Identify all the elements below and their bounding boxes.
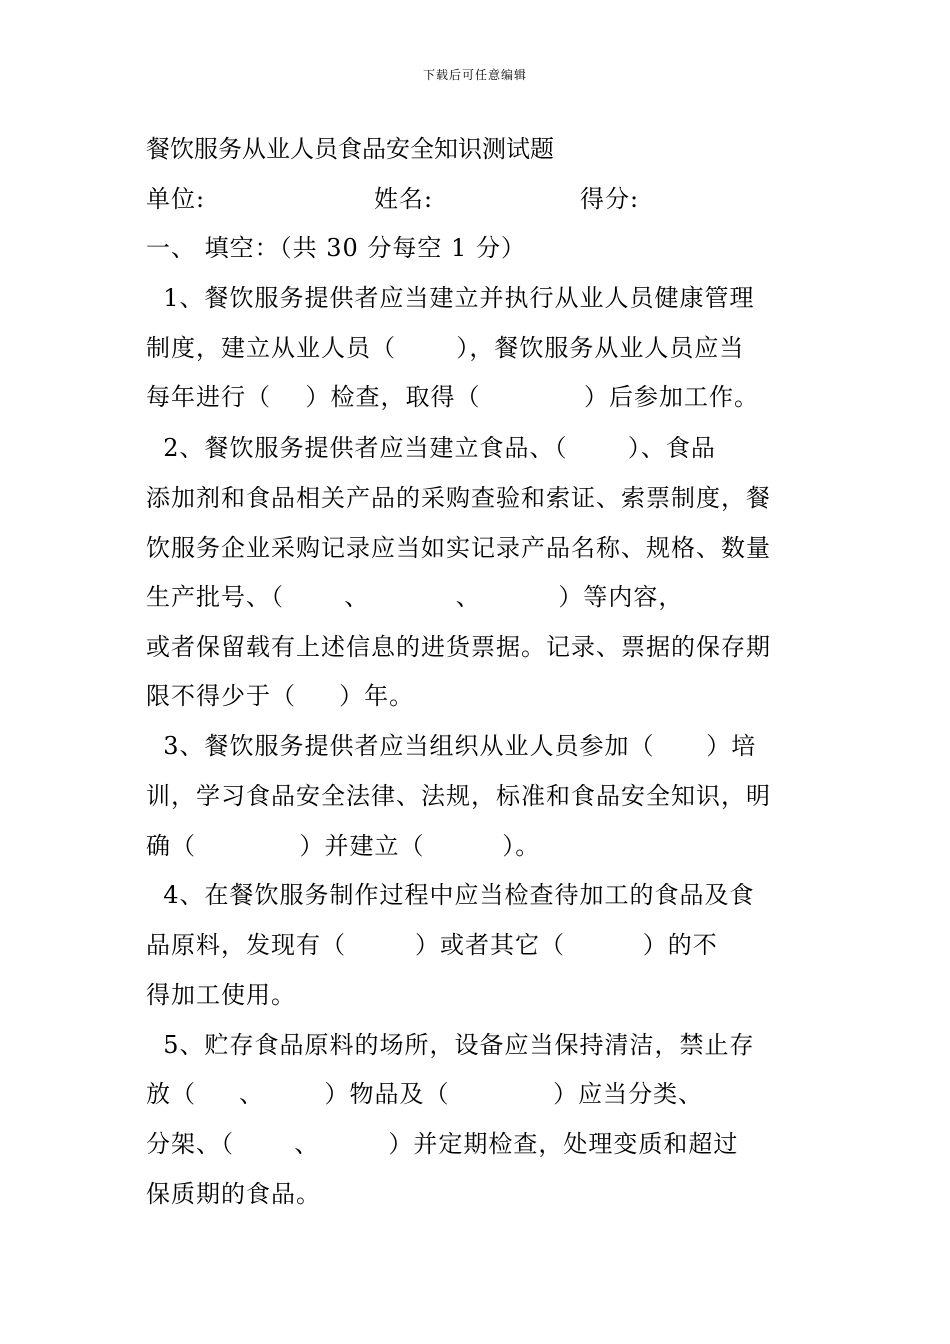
question-line: 4、在餐饮服务制作过程中应当检查待加工的食品及食 [146,881,755,909]
question-line: 每年进行（ ）检查，取得（ ）后参加工作。 [146,383,760,411]
score-label: 得分: [580,185,640,213]
question-line: 添加剂和食品相关产品的采购查验和索证、索票制度，餐 [146,484,771,512]
question-line: 1、餐饮服务提供者应当建立并执行从业人员健康管理 [146,284,755,312]
question-line: 3、餐饮服务提供者应当组织从业人员参加（ ）培 [146,732,757,760]
question-line: 5、贮存食品原料的场所，设备应当保持清洁，禁止存 [146,1031,755,1059]
question-line: 生产批号、（ 、 、 ）等内容， [146,583,684,611]
question-line: 制度，建立从业人员（ ），餐饮服务从业人员应当 [146,334,745,362]
question-line: 训，学习食品安全法律、法规，标准和食品安全知识，明 [146,782,771,810]
question-line: 保质期的食品。 [146,1180,321,1208]
question-line: 确（ ）并建立（ ）。 [146,832,541,860]
question-line: 或者保留载有上述信息的进货票据。记录、票据的保存期 [146,633,771,661]
page-header: 下载后可任意编辑 [422,68,527,82]
question-line: 得加工使用。 [146,981,296,1009]
question-line: 分架、（ 、 ）并定期检查，处理变质和超过 [146,1130,739,1158]
section-heading: 一、 填空：（共 30 分每空 1 分） [146,234,526,262]
question-line: 限不得少于（ ）年。 [146,682,415,710]
question-line: 放（ 、 ）物品及（ ）应当分类、 [146,1080,704,1108]
unit-label: 单位: [146,185,206,213]
question-line: 品原料，发现有（ ）或者其它（ ）的不 [146,931,718,959]
page-title: 餐饮服务从业人员食品安全知识测试题 [146,135,554,163]
question-line: 饮服务企业采购记录应当如实记录产品名称、规格、数量 [146,534,771,562]
name-label: 姓名: [374,185,434,213]
question-line: 2、餐饮服务提供者应当建立食品、（ ）、食品 [146,434,716,462]
